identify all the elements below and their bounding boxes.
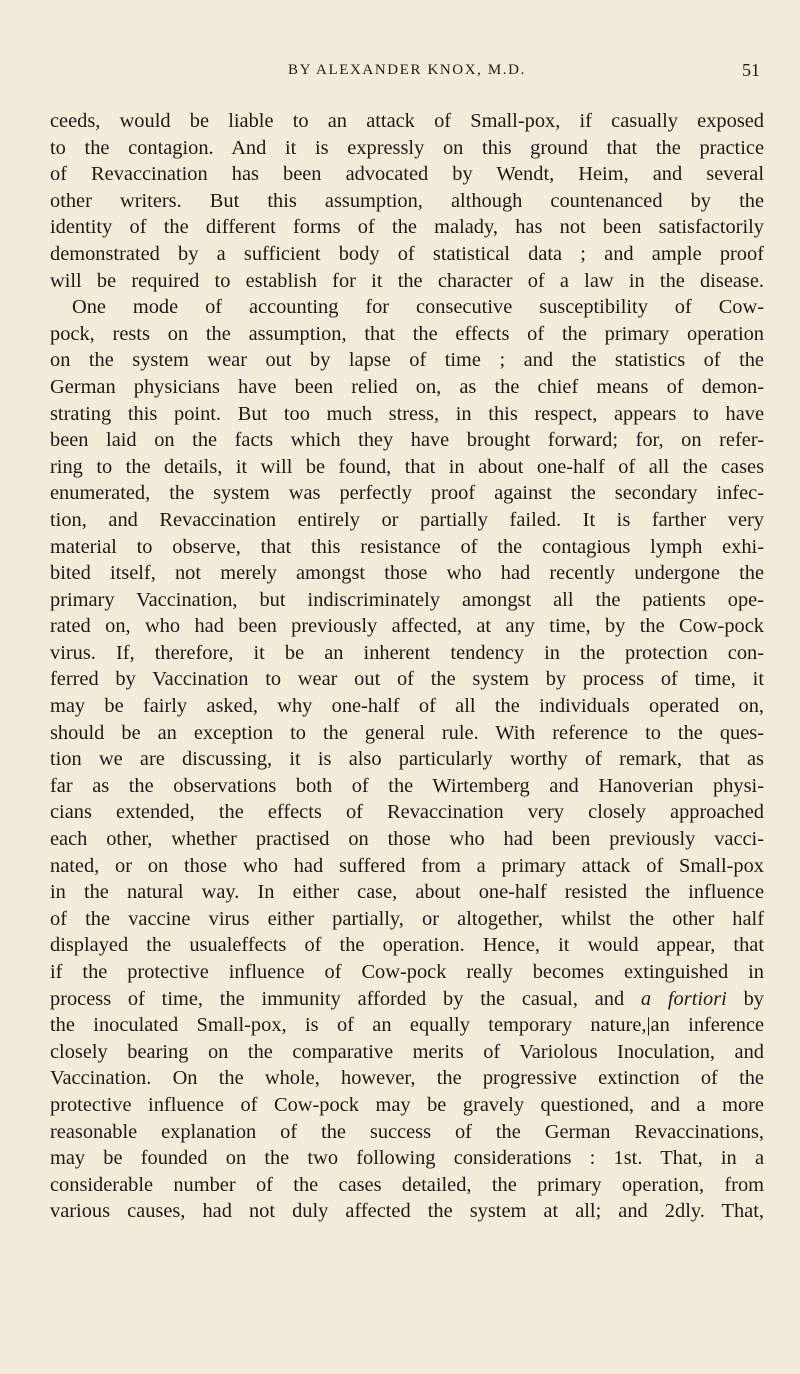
page-number: 51 [742, 60, 760, 80]
body-text [50, 108, 764, 1225]
text-line: displayed the usualeffects of the operation. Hence, it would appear, that [50, 934, 764, 957]
text-line: reasonable explanation of the success of the German Revaccinations, [50, 1120, 764, 1143]
text-line: tion, and Revaccination entirely or partially failed. It is farther very [50, 508, 764, 531]
text-line: in the natural way. In either case, about one-half resisted the influence [50, 881, 764, 904]
text-line: nated, or on those who had suffered from a primary attack of Small-pox [50, 854, 764, 877]
text-line: enumerated, the system was perfectly proof against the secondary infec- [50, 482, 764, 505]
italic-phrase: a fortiori [640, 987, 727, 1010]
text-line: rated on, who had been previously affected, at any time, by the Cow-pock [50, 615, 764, 638]
text-line: various causes, had not duly affected the system at all; and 2dly. That, [50, 1200, 764, 1223]
text-line: material to observe, that this resistance of the contagious lymph exhi- [50, 535, 764, 558]
running-title: BY ALEXANDER KNOX, M.D. [288, 62, 526, 78]
text-line: virus. If, therefore, it be an inherent tendency in the protection con- [50, 641, 764, 664]
text-line: if the protective influence of Cow-pock really becomes extinguished in [50, 961, 764, 983]
text-line-part: by [743, 987, 764, 1010]
text-line: strating this point. But too much stress, in this respect, appears to have [50, 402, 764, 425]
text-line: may be fairly asked, why one-half of all the individuals operated on, [50, 695, 764, 718]
text-line: should be an exception to the general rule. With reference to the ques- [50, 721, 764, 744]
text-line: may be founded on the two following considerations : 1st. That, in a [50, 1147, 764, 1170]
text-line: far as the observations both of the Wirtemberg and Hanoverian physi- [50, 774, 764, 797]
text-line: One mode of accounting for consecutive susceptibility of Cow- [72, 296, 764, 319]
text-line: will be required to establish for it the character of a law in the disease. [50, 269, 764, 292]
text-line: primary Vaccination, but indiscriminately amongst all the patients ope- [50, 588, 764, 611]
text-line: demonstrated by a sufficient body of statistical data ; and ample proof [50, 242, 764, 265]
text-line-with-italic [50, 986, 764, 1013]
text-line: German physicians have been relied on, as the chief means of demon- [50, 375, 764, 398]
text-line: of Revaccination has been advocated by Wendt, Heim, and several [50, 163, 764, 186]
running-head [50, 60, 764, 84]
text-line: pock, rests on the assumption, that the effects of the primary operation [50, 322, 764, 345]
text-line: Vaccination. On the whole, however, the progressive extinction of the [50, 1067, 764, 1090]
text-line: on the system wear out by lapse of time ; and the statistics of the [50, 349, 764, 372]
text-line: the inoculated Small-pox, is of an equally temporary nature,|an inference [50, 1014, 764, 1037]
text-line: tion we are discussing, it is also particularly worthy of remark, that as [50, 748, 764, 771]
text-line: protective influence of Cow-pock may be gravely questioned, and a more [50, 1093, 764, 1116]
text-line: of the vaccine virus either partially, or altogether, whilst the other half [50, 907, 764, 930]
text-line: been laid on the facts which they have brought forward; for, on refer- [50, 429, 764, 452]
text-line: cians extended, the effects of Revaccination very closely approached [50, 801, 764, 824]
text-line: bited itself, not merely amongst those who had recently undergone the [50, 562, 764, 585]
text-line: considerable number of the cases detailed, the primary operation, from [50, 1173, 764, 1196]
text-line: closely bearing on the comparative merits of Variolous Inoculation, and [50, 1040, 764, 1063]
text-line: ring to the details, it will be found, that in about one-half of all the cases [50, 455, 764, 478]
text-line: each other, whether practised on those who had been previously vacci- [50, 828, 764, 851]
text-line: identity of the different forms of the malady, has not been satisfactorily [50, 216, 764, 239]
text-line: ceeds, would be liable to an attack of Small-pox, if casually exposed [50, 110, 764, 132]
text-line-part: process of time, the immunity afforded by the casual, and [50, 987, 625, 1010]
text-line: other writers. But this assumption, although countenanced by the [50, 189, 764, 212]
text-line: ferred by Vaccination to wear out of the system by process of time, it [50, 668, 764, 691]
text-line: to the contagion. And it is expressly on this ground that the practice [50, 136, 764, 159]
